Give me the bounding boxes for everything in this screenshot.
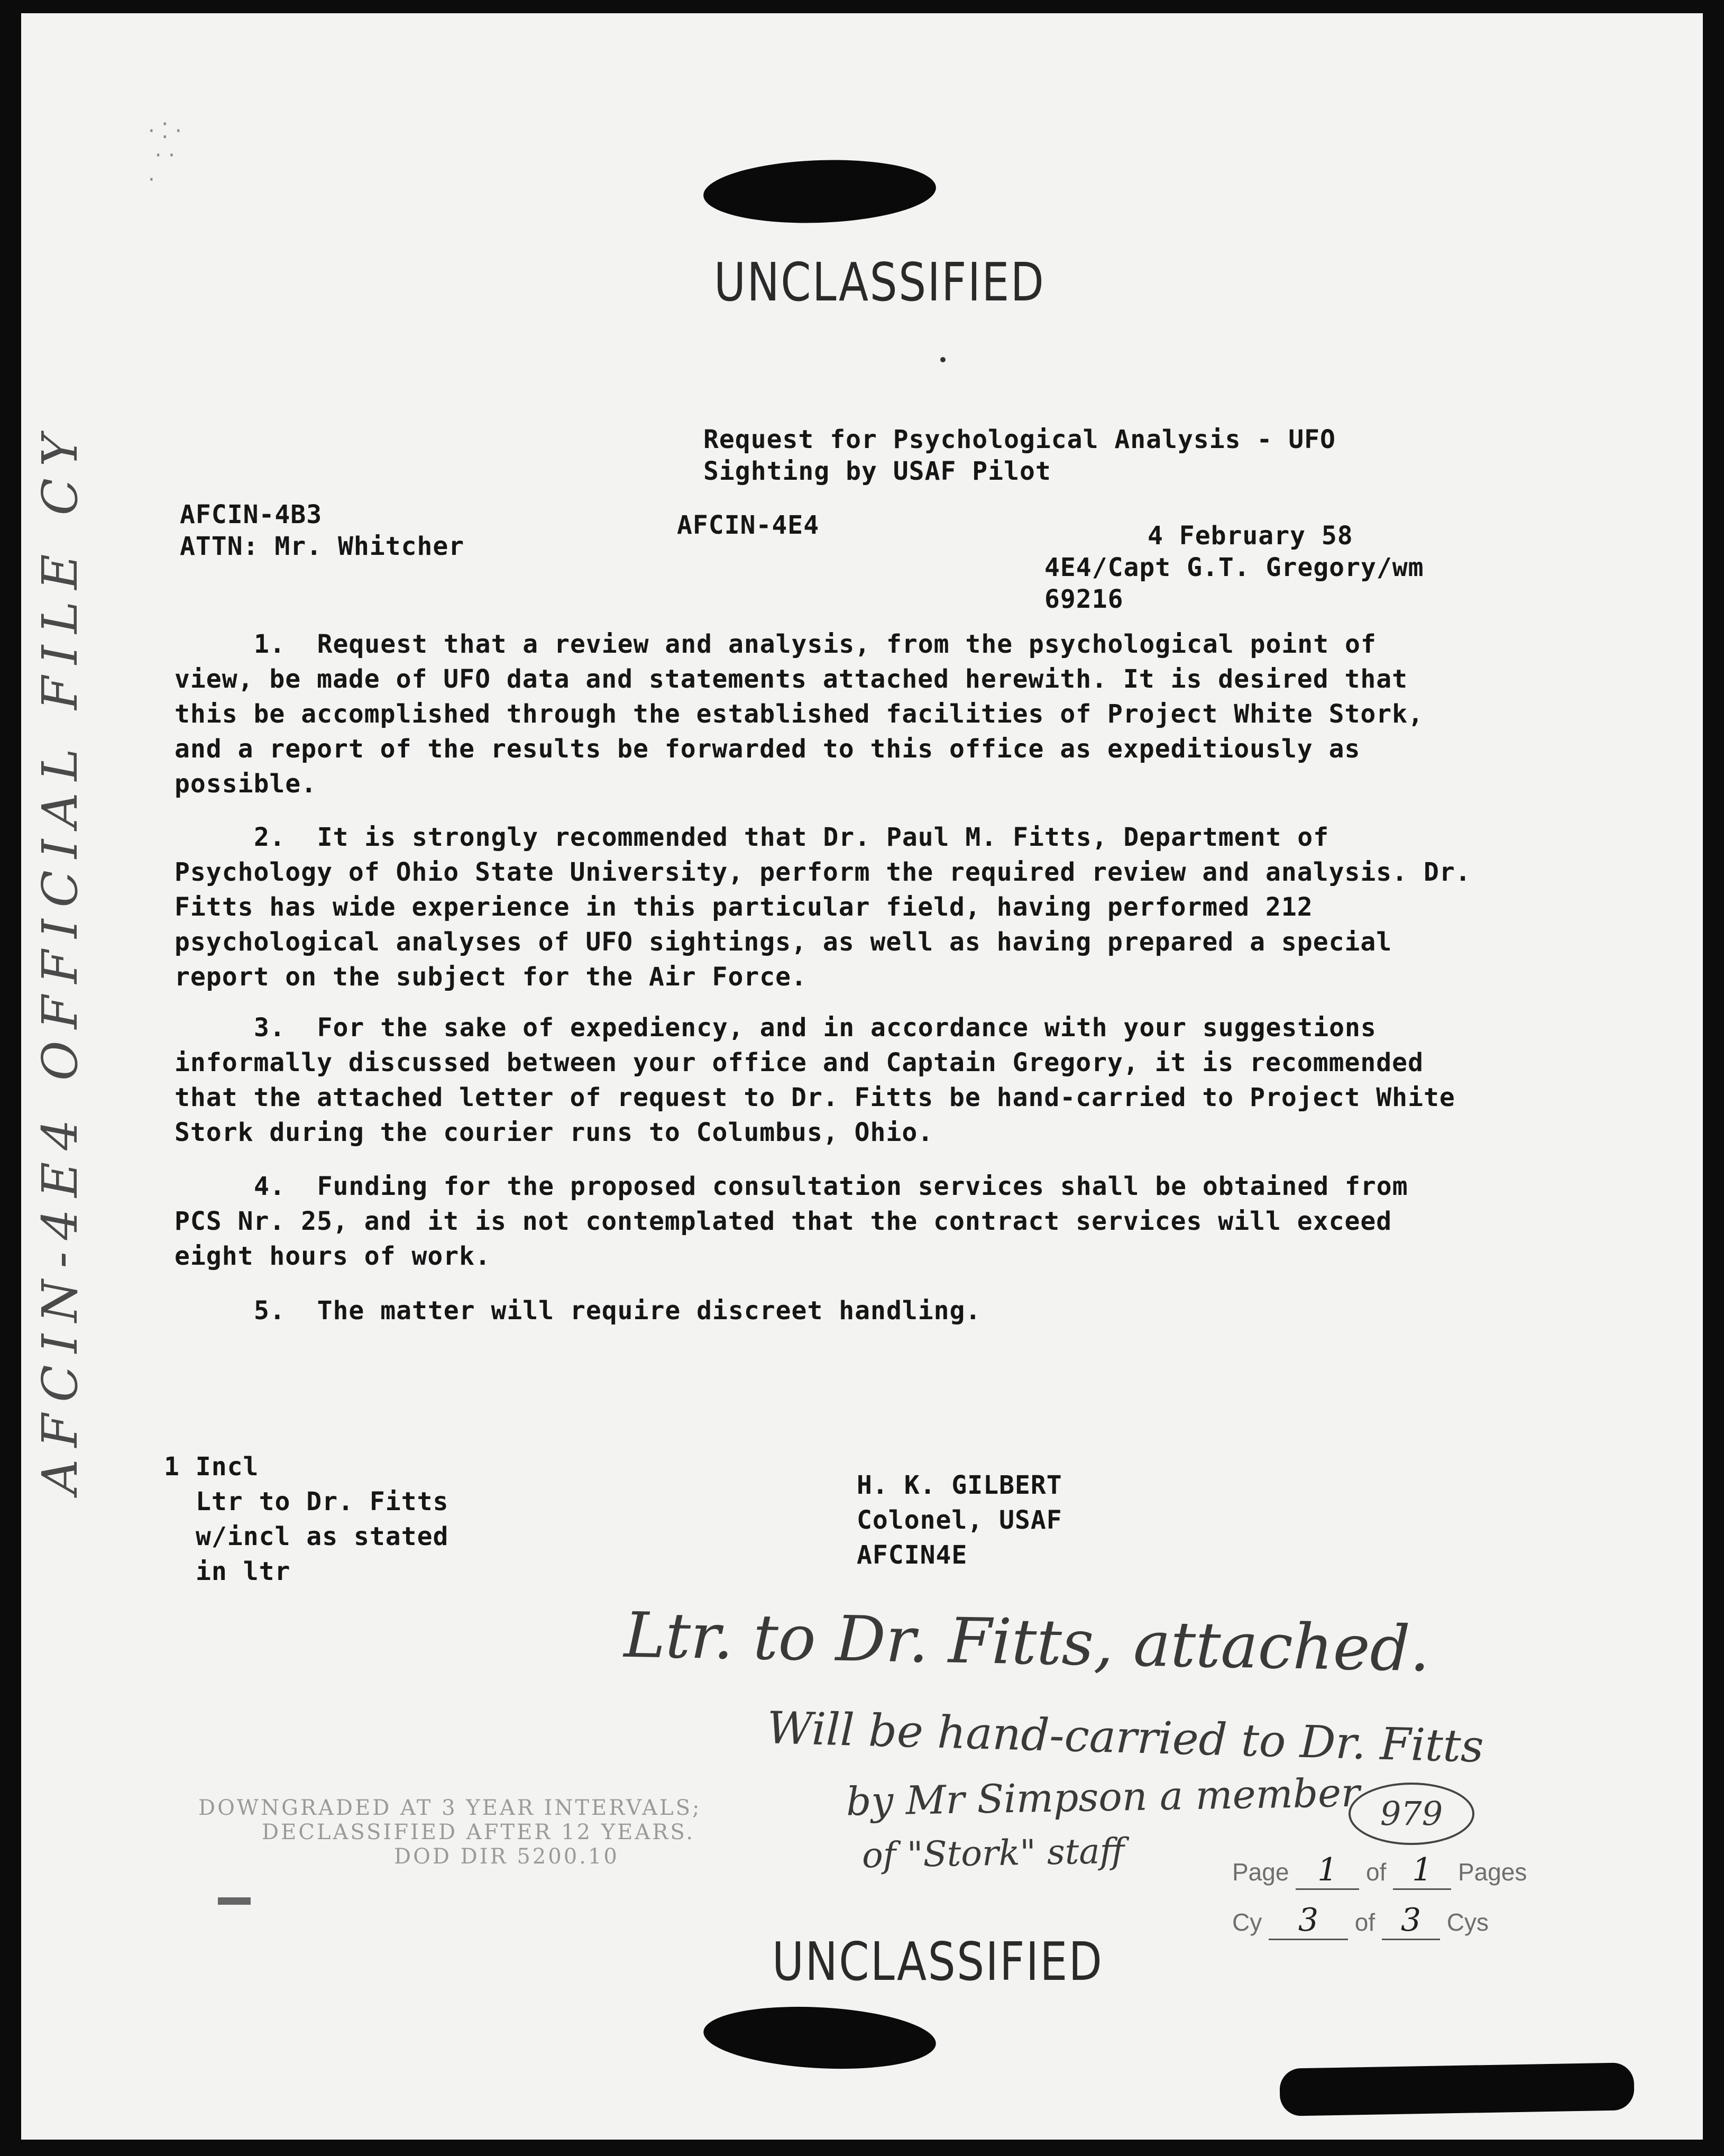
attn-line: ATTN: Mr. Whitcher xyxy=(180,532,465,561)
paragraph-line: It is strongly recommended that Dr. Paul M. Fitts, Department of xyxy=(317,823,1329,852)
of-label: of xyxy=(1366,1858,1387,1886)
paragraph-line: report on the subject for the Air Force. xyxy=(175,962,807,992)
paragraph-number: 5. xyxy=(254,1296,286,1326)
paragraph-line: this be accomplished through the established facilities of Project White Stork, xyxy=(175,699,1424,729)
stray-dot xyxy=(940,357,946,362)
downgrade-line: DECLASSIFIED AFTER 12 YEARS. xyxy=(262,1820,695,1844)
letter-date: 4 February 58 xyxy=(1148,521,1353,551)
reference-line: 4E4/Capt G.T. Gregory/wm xyxy=(1044,553,1424,582)
paragraph-line: Fitts has wide experience in this particular field, having performed 212 xyxy=(175,892,1313,922)
classification-stamp-bottom: UNCLASSIFIED xyxy=(772,1931,1104,1993)
downgrade-line: DOWNGRADED AT 3 YEAR INTERVALS; xyxy=(198,1796,702,1820)
redaction-mark-top xyxy=(702,156,937,226)
paragraph-line: possible. xyxy=(175,769,317,799)
subject-line-1: Request for Psychological Analysis - UFO xyxy=(703,425,1336,454)
from-office: AFCIN-4E4 xyxy=(677,510,820,540)
page-label: Page xyxy=(1232,1858,1289,1886)
document-page xyxy=(21,13,1703,2140)
page-count-line xyxy=(1232,1851,1527,1890)
downgrade-notice xyxy=(198,1796,701,1869)
handwritten-note-line-4: of "Stork" staff xyxy=(861,1830,1125,1876)
enclosure-line: Ltr to Dr. Fitts xyxy=(196,1487,449,1516)
paragraph-5 xyxy=(175,1293,981,1328)
paragraph-number: 2. xyxy=(254,823,286,852)
enclosure-block xyxy=(164,1449,448,1589)
paragraph-line: Stork during the courier runs to Columbus, Ohio. xyxy=(175,1118,934,1147)
redaction-mark-corner xyxy=(1279,2062,1634,2116)
signature-block xyxy=(857,1468,1062,1573)
paragraph-line: PCS Nr. 25, and it is not contemplated that the contract services will exceed xyxy=(175,1207,1392,1236)
reference-number: 69216 xyxy=(1044,584,1124,614)
paragraph-line: view, be made of UFO data and statements attached herewith. It is desired that xyxy=(175,664,1408,694)
copy-count-line xyxy=(1232,1902,1489,1940)
paragraph-line: that the attached letter of request to Dr. Fitts be hand-carried to Project White xyxy=(175,1083,1455,1112)
paragraph-line: Request that a review and analysis, from the psychological point of xyxy=(317,629,1377,659)
page-number: 1 xyxy=(1296,1851,1359,1890)
paragraph-line: informally discussed between your office and Captain Gregory, it is recommended xyxy=(175,1048,1424,1077)
small-mark xyxy=(218,1897,251,1905)
signer-office: AFCIN4E xyxy=(857,1540,968,1570)
page-total: 1 xyxy=(1393,1851,1451,1890)
pages-label: Pages xyxy=(1457,1858,1527,1886)
margin-file-note: AFCIN-4E4 OFFICIAL FILE CY xyxy=(32,423,88,1494)
copy-number: 3 xyxy=(1269,1902,1348,1940)
paragraph-1 xyxy=(175,627,1424,801)
paragraph-4 xyxy=(175,1169,1408,1274)
handwritten-note-line-2: Will be hand-carried to Dr. Fitts xyxy=(766,1702,1484,1773)
paragraph-number: 1. xyxy=(254,629,286,659)
redaction-mark-bottom xyxy=(702,2002,937,2075)
copy-total: 3 xyxy=(1382,1902,1440,1940)
paragraph-number: 4. xyxy=(254,1172,286,1201)
to-office: AFCIN-4B3 xyxy=(180,500,323,529)
signer-rank: Colonel, USAF xyxy=(857,1505,1062,1535)
paragraph-3 xyxy=(175,1010,1455,1150)
paragraph-line: The matter will require discreet handling. xyxy=(317,1296,982,1326)
handwritten-note-line-3: by Mr Simpson a member xyxy=(846,1770,1360,1825)
subject-line-2: Sighting by USAF Pilot xyxy=(703,456,1051,486)
paragraph-line: Funding for the proposed consultation services shall be obtained from xyxy=(317,1172,1408,1201)
classification-stamp-top: UNCLASSIFIED xyxy=(714,251,1046,313)
paragraph-line: and a report of the results be forwarded to this office as expeditiously as xyxy=(175,734,1361,764)
scratch-marks: · ⁚ · · · · xyxy=(148,119,182,192)
handwritten-circled-number: 979 xyxy=(1349,1783,1474,1845)
of-label: of xyxy=(1354,1908,1375,1936)
paragraph-line: For the sake of expediency, and in accordance with your suggestions xyxy=(317,1013,1377,1043)
paragraph-line: Psychology of Ohio State University, perform the required review and analysis. Dr. xyxy=(175,857,1471,887)
enclosure-line: in ltr xyxy=(196,1557,291,1586)
signer-name: H. K. GILBERT xyxy=(857,1470,1062,1500)
paragraph-2 xyxy=(175,820,1471,994)
copies-label: Cys xyxy=(1446,1908,1489,1936)
handwritten-note-line-1: Ltr. to Dr. Fitts, attached. xyxy=(623,1598,1430,1686)
paragraph-line: eight hours of work. xyxy=(175,1241,491,1271)
paragraph-number: 3. xyxy=(254,1013,286,1043)
paragraph-line: psychological analyses of UFO sightings, as well as having prepared a special xyxy=(175,927,1392,957)
enclosure-line: w/incl as stated xyxy=(196,1522,449,1551)
enclosure-line: 1 Incl xyxy=(164,1452,259,1482)
copy-label: Cy xyxy=(1232,1908,1262,1936)
downgrade-line: DOD DIR 5200.10 xyxy=(394,1844,619,1869)
